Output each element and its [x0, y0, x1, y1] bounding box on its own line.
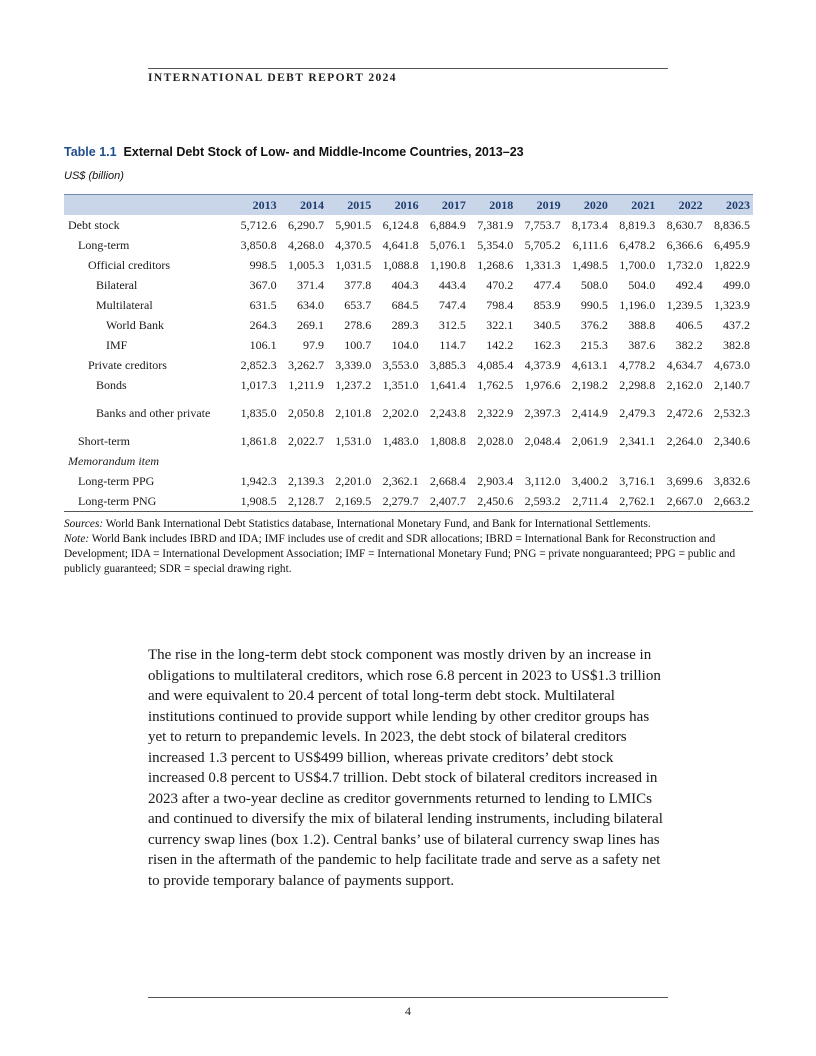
body-paragraph: The rise in the long-term debt stock component was mostly driven by an increase in obligations to multilateral creditors, which rose 6.8 percent in 2023 to US$1.3 trillion and were equivalent to 20.4 percent of total long-term debt stock. Multilateral institutions continued to provide support while lending by other creditor groups has yet to return to prepandemic levels. In 2023, the debt stock of bilateral creditors increased 1.3 percent to US$499 billion, whereas private creditors’ debt stock increased 0.8 percent to US$4.7 trillion. Debt stock of bilateral creditors increased in 2023 after a two-year decline as creditor governments returned to lending to LMICs and continued to diversify the mix of bilateral lending instruments, including bilateral currency swap lines (box 1.2). Central banks’ use of bilateral currency swap lines has risen in the aftermath of the pandemic to help facilitate trade and serve as a safety net to provide temporary balance of payments support.	[148, 647, 663, 889]
table-cell	[280, 451, 327, 471]
header-year: 2016	[374, 195, 421, 216]
row-label: Debt stock	[68, 218, 120, 232]
table-cell: 5,076.1	[429, 238, 466, 252]
header-year: 2023	[706, 195, 753, 216]
table-cell: 1,822.9	[714, 258, 750, 272]
running-head: INTERNATIONAL DEBT REPORT 2024	[148, 68, 668, 84]
table-cell: 100.7	[344, 338, 372, 352]
sources-line	[64, 517, 754, 532]
table-cell: 2,198.2	[571, 378, 608, 392]
table-cell: 5,712.6	[240, 218, 277, 232]
table-cell: 2,479.3	[619, 406, 656, 420]
row-label: Bonds	[96, 378, 127, 392]
table-cell: 4,641.8	[382, 238, 419, 252]
table-cell: 1,700.0	[619, 258, 656, 272]
table-title-text: External Debt Stock of Low- and Middle-Income Countries, 2013–23	[123, 145, 524, 159]
table-cell: 2,532.3	[714, 406, 750, 420]
table-cell: 2,128.7	[280, 491, 327, 512]
table-cell: 2,362.1	[382, 474, 419, 488]
table-cell: 5,901.5	[335, 218, 372, 232]
table-cell: 367.0	[249, 278, 277, 292]
table-cell: 2,243.8	[429, 406, 466, 420]
table-unit: US$ (billion)	[64, 170, 124, 182]
table-cell: 1,835.0	[240, 406, 277, 420]
table-cell	[706, 451, 753, 471]
table-cell: 2,279.7	[374, 491, 421, 512]
table-cell: 4,268.0	[287, 238, 324, 252]
table-cell: 2,140.7	[714, 378, 750, 392]
table-cell: 6,884.9	[429, 218, 466, 232]
table-cell: 97.9	[302, 338, 324, 352]
row-label: Long-term PNG	[64, 491, 232, 512]
table-cell: 1,483.0	[382, 434, 419, 448]
header-year: 2015	[327, 195, 374, 216]
header-year: 2014	[280, 195, 327, 216]
header-year: 2021	[611, 195, 658, 216]
table-cell: 406.5	[675, 318, 703, 332]
table-cell: 1,351.0	[382, 378, 419, 392]
header-year: 2022	[658, 195, 705, 216]
table-cell: 1,017.3	[240, 378, 277, 392]
table-row	[64, 335, 753, 355]
table-cell: 371.4	[296, 278, 324, 292]
note-label: Note:	[64, 533, 90, 545]
table-cell: 387.6	[628, 338, 656, 352]
table-cell: 3,832.6	[714, 474, 750, 488]
table-cell: 1,641.4	[429, 378, 466, 392]
header-year: 2013	[232, 195, 279, 216]
row-label: Long-term PPG	[78, 474, 155, 488]
table-cell: 2,101.8	[335, 406, 372, 420]
row-label: Multilateral	[96, 298, 153, 312]
table-cell	[374, 451, 421, 471]
table-cell	[516, 451, 563, 471]
row-label: Long-term	[78, 238, 130, 252]
table-cell: 653.7	[344, 298, 372, 312]
table-cell: 340.5	[533, 318, 561, 332]
table-cell: 2,048.4	[524, 434, 561, 448]
table-cell: 1,908.5	[232, 491, 279, 512]
table-cell: 3,699.6	[666, 474, 703, 488]
table-row	[64, 235, 753, 255]
table-cell: 1,190.8	[429, 258, 466, 272]
table-cell: 8,630.7	[666, 218, 703, 232]
header-year: 2017	[422, 195, 469, 216]
table-cell: 106.1	[249, 338, 277, 352]
table-cell: 634.0	[296, 298, 324, 312]
table-cell: 142.2	[486, 338, 514, 352]
table-cell	[327, 451, 374, 471]
table-cell: 470.2	[486, 278, 514, 292]
table-cell: 2,169.5	[327, 491, 374, 512]
table-cell: 1,531.0	[335, 434, 372, 448]
table-cell: 1,088.8	[382, 258, 419, 272]
table-row	[64, 315, 753, 335]
table-cell: 1,323.9	[714, 298, 750, 312]
table-cell: 2,667.0	[658, 491, 705, 512]
debt-table	[64, 194, 753, 512]
table-cell: 4,634.7	[666, 358, 703, 372]
table-cell: 2,472.6	[666, 406, 703, 420]
row-label: Banks and other private	[96, 405, 211, 420]
table-cell	[422, 451, 469, 471]
table-cell	[658, 451, 705, 471]
table-cell: 215.3	[580, 338, 608, 352]
row-label: IMF	[106, 338, 128, 352]
table-cell: 508.0	[580, 278, 608, 292]
table-cell: 3,553.0	[382, 358, 419, 372]
table-cell: 8,836.5	[714, 218, 750, 232]
table-cell: 377.8	[344, 278, 372, 292]
table-cell: 3,112.0	[525, 474, 561, 488]
table-cell: 1,005.3	[287, 258, 324, 272]
table-cell: 2,762.1	[611, 491, 658, 512]
table-cell: 7,381.9	[477, 218, 514, 232]
table-cell: 504.0	[628, 278, 656, 292]
table-cell: 289.3	[391, 318, 419, 332]
table-cell: 1,239.5	[666, 298, 703, 312]
table-cell: 6,478.2	[619, 238, 656, 252]
table-cell: 388.8	[628, 318, 656, 332]
table-cell: 499.0	[723, 278, 750, 292]
table-cell: 2,264.0	[666, 434, 703, 448]
row-label: Memorandum item	[68, 454, 159, 468]
table-row	[64, 375, 753, 395]
header-year: 2019	[516, 195, 563, 216]
note-text: World Bank includes IBRD and IDA; IMF includes use of credit and SDR allocations; IBRD = International Bank for Reconstruction and Development; IDA = International Development Association; IMF = International Monetary Fund; PNG = private nonguaranteed; PPG = public and publicly guaranteed; SDR = special drawing right.	[64, 533, 736, 575]
table-cell: 2,903.4	[477, 474, 514, 488]
header-year: 2020	[564, 195, 611, 216]
table-row	[64, 355, 753, 375]
table-cell	[564, 451, 611, 471]
sources-label: Sources:	[64, 518, 104, 530]
table-cell: 2,663.2	[706, 491, 753, 512]
table-row	[64, 431, 753, 451]
table-cell: 3,850.8	[240, 238, 277, 252]
table-cell: 1,762.5	[477, 378, 514, 392]
row-label: Private creditors	[88, 358, 167, 372]
table-row	[64, 451, 753, 471]
table-row	[64, 395, 753, 431]
table-cell: 2,139.3	[287, 474, 324, 488]
table-cell: 1,031.5	[335, 258, 372, 272]
table-cell: 1,861.8	[240, 434, 277, 448]
table-cell: 2,050.8	[287, 406, 324, 420]
table-cell: 3,885.3	[429, 358, 466, 372]
table-cell: 2,298.8	[619, 378, 656, 392]
row-label: Short-term	[78, 434, 130, 448]
table-cell: 798.4	[486, 298, 514, 312]
table-number: Table 1.1	[64, 145, 117, 159]
page-number: 4	[405, 1004, 411, 1018]
table-cell: 104.0	[391, 338, 419, 352]
table-cell: 2,022.7	[287, 434, 324, 448]
table-row	[64, 491, 753, 512]
table-cell: 376.2	[580, 318, 608, 332]
table-cell: 2,341.1	[619, 434, 656, 448]
table-cell: 2,201.0	[335, 474, 372, 488]
table-cell: 437.2	[723, 318, 750, 332]
table-cell: 2,397.3	[524, 406, 561, 420]
table-cell: 2,414.9	[571, 406, 608, 420]
table-cell: 4,373.9	[524, 358, 561, 372]
table-cell: 8,173.4	[571, 218, 608, 232]
table-cell: 990.5	[580, 298, 608, 312]
table-header-row	[64, 195, 753, 216]
table-cell: 443.4	[438, 278, 466, 292]
sources-text: World Bank International Debt Statistics database, International Monetary Fund, and Bank for International Settlements.	[105, 518, 651, 530]
table-cell: 3,262.7	[287, 358, 324, 372]
table-row	[64, 295, 753, 315]
table-cell: 2,061.9	[571, 434, 608, 448]
table-cell: 162.3	[533, 338, 561, 352]
table-cell: 278.6	[344, 318, 372, 332]
table-cell: 853.9	[533, 298, 561, 312]
table-cell: 684.5	[391, 298, 419, 312]
table-notes	[64, 517, 754, 577]
table-cell: 2,162.0	[666, 378, 703, 392]
table-cell: 2,322.9	[477, 406, 514, 420]
table-cell: 1,942.3	[240, 474, 277, 488]
table-cell: 1,498.5	[571, 258, 608, 272]
table-cell: 1,268.6	[477, 258, 514, 272]
table-row	[64, 255, 753, 275]
table-cell: 1,237.2	[335, 378, 372, 392]
table-cell: 8,819.3	[619, 218, 656, 232]
table-cell	[611, 451, 658, 471]
table-cell: 5,354.0	[477, 238, 514, 252]
table-cell: 2,450.6	[469, 491, 516, 512]
table-cell	[232, 451, 279, 471]
table-cell: 1,331.3	[524, 258, 561, 272]
row-label: Official creditors	[88, 258, 171, 272]
table-cell: 631.5	[249, 298, 277, 312]
table-cell: 312.5	[438, 318, 466, 332]
table-cell: 2,407.7	[422, 491, 469, 512]
table-cell: 6,111.6	[572, 238, 608, 252]
table-row	[64, 275, 753, 295]
table-cell: 6,366.6	[666, 238, 703, 252]
table-cell: 6,495.9	[714, 238, 750, 252]
table-cell: 3,400.2	[571, 474, 608, 488]
table-cell: 3,716.1	[619, 474, 656, 488]
table-row	[64, 215, 753, 235]
header-year: 2018	[469, 195, 516, 216]
table-cell: 2,711.4	[564, 491, 611, 512]
table-cell: 114.7	[439, 338, 466, 352]
table-cell	[469, 451, 516, 471]
table-cell: 747.4	[438, 298, 466, 312]
table-cell: 492.4	[675, 278, 703, 292]
table-cell: 6,290.7	[287, 218, 324, 232]
table-cell: 2,593.2	[516, 491, 563, 512]
note-line	[64, 532, 754, 577]
table-cell: 1,211.9	[288, 378, 324, 392]
table-cell: 5,705.2	[524, 238, 561, 252]
table-cell: 2,340.6	[714, 434, 750, 448]
table-cell: 4,673.0	[714, 358, 750, 372]
row-label: Bilateral	[96, 278, 138, 292]
table-cell: 2,028.0	[477, 434, 514, 448]
table-cell: 1,808.8	[429, 434, 466, 448]
table-cell: 6,124.8	[382, 218, 419, 232]
row-label: World Bank	[106, 318, 165, 332]
table-cell: 7,753.7	[524, 218, 561, 232]
table-cell: 4,370.5	[335, 238, 372, 252]
table-cell: 382.8	[723, 338, 750, 352]
table-cell: 2,202.0	[382, 406, 419, 420]
table-cell: 2,668.4	[429, 474, 466, 488]
table-cell: 2,852.3	[240, 358, 277, 372]
table-cell: 3,339.0	[335, 358, 372, 372]
footer-rule	[148, 997, 668, 998]
table-cell: 382.2	[675, 338, 703, 352]
table-cell: 998.5	[249, 258, 277, 272]
table-cell: 4,613.1	[571, 358, 608, 372]
table-cell: 322.1	[486, 318, 514, 332]
header-blank	[64, 195, 232, 216]
table-cell: 1,732.0	[666, 258, 703, 272]
table-cell: 477.4	[533, 278, 561, 292]
table-cell: 1,976.6	[524, 378, 561, 392]
table-cell: 4,778.2	[619, 358, 656, 372]
table-title	[64, 145, 524, 159]
table-cell: 269.1	[296, 318, 324, 332]
table-cell: 264.3	[249, 318, 277, 332]
table-cell: 4,085.4	[477, 358, 514, 372]
table-cell: 1,196.0	[619, 298, 656, 312]
table-cell: 404.3	[391, 278, 419, 292]
table-row	[64, 471, 753, 491]
